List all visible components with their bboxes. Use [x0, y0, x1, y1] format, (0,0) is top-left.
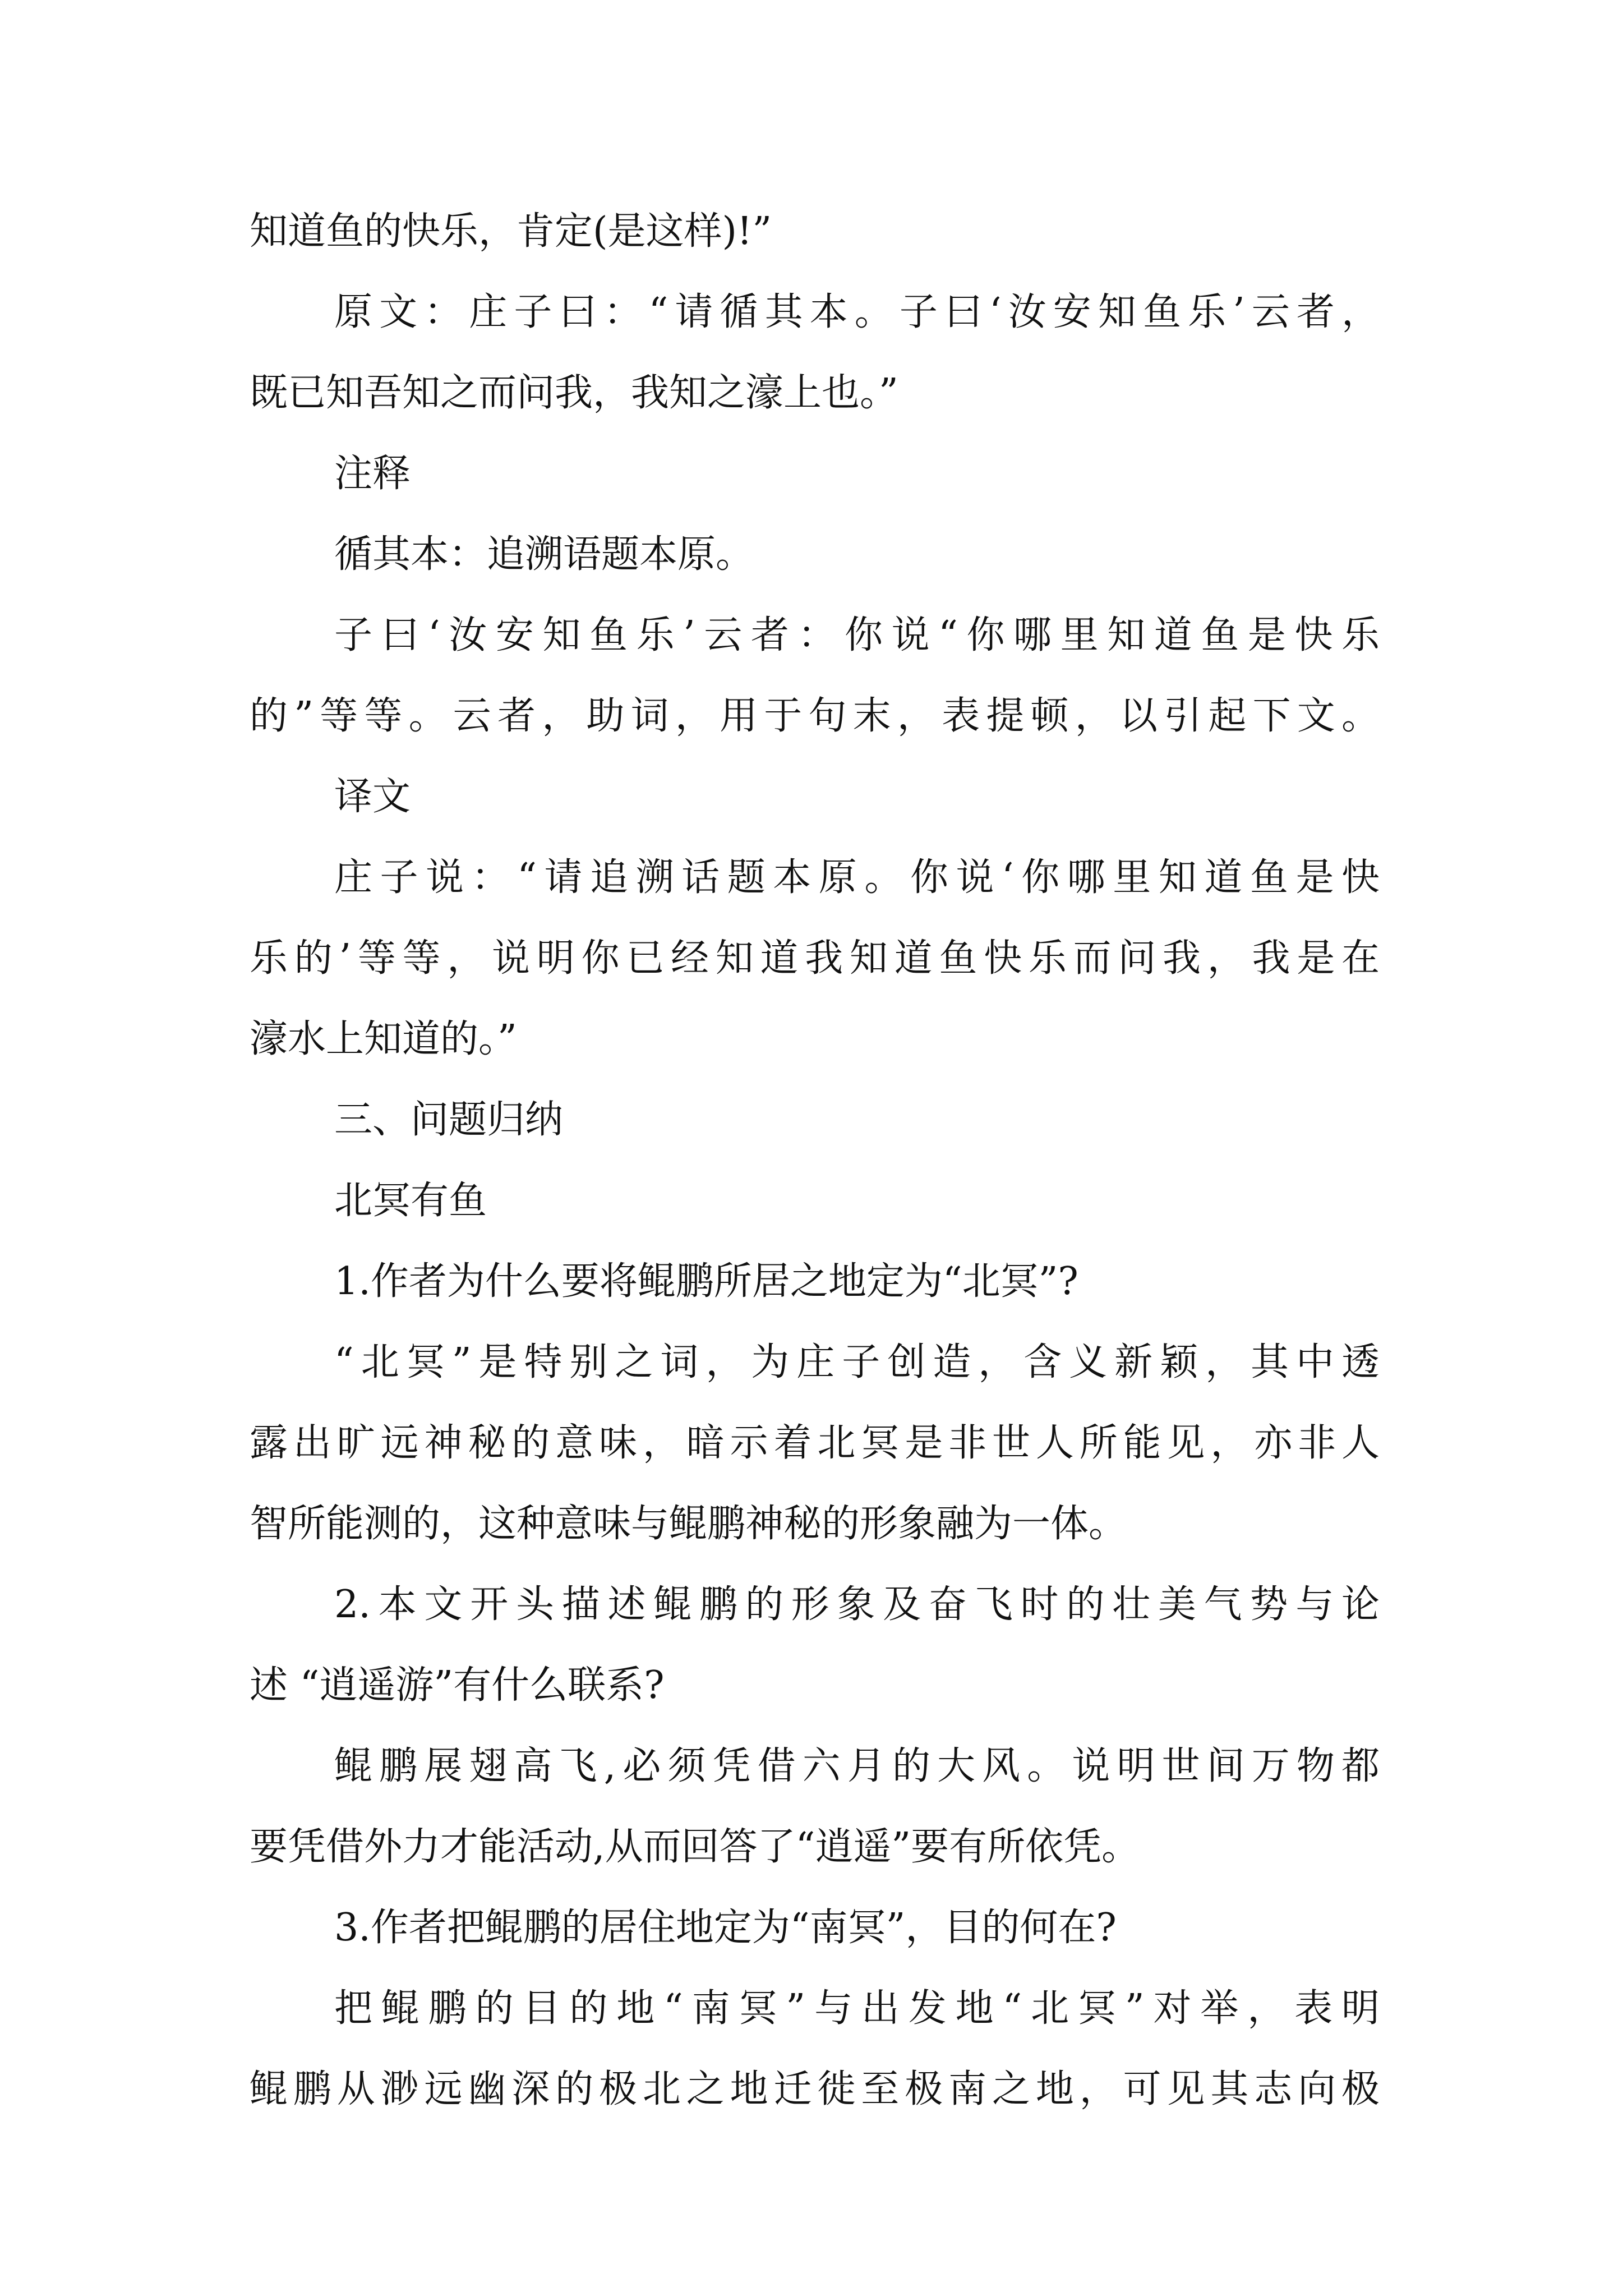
text-line: 庄子说：“请追溯话题本原。你说‘你哪里知道鱼是快 [334, 855, 1380, 900]
section-heading: 注释 [334, 452, 411, 496]
text-line: 要凭借外力才能活动,从而回答了“逍遥”要有所依凭。 [250, 1825, 1140, 1869]
text-line: 智所能测的，这种意味与鲲鹏神秘的形象融为一体。 [250, 1502, 1127, 1546]
section-heading: 译文 [334, 775, 411, 819]
text-line: 鲲鹏从渺远幽深的极北之地迁徙至极南之地，可见其志向极 [250, 2067, 1380, 2111]
text-line: 露出旷远神秘的意味，暗示着北冥是非世人所能见，亦非人 [250, 1421, 1380, 1465]
section-heading: 北冥有鱼 [334, 1179, 487, 1223]
text-line: 循其本：追溯语题本原。 [334, 532, 754, 577]
question-line: 3.作者把鲲鹏的居住地定为“南冥”，目的何在? [334, 1906, 1117, 1950]
question-line: 2.本文开头描述鲲鹏的形象及奋飞时的壮美气势与论 [334, 1582, 1380, 1627]
question-line: 述 “逍遥游”有什么联系? [250, 1663, 665, 1708]
text-line: 濠水上知道的。” [250, 1017, 517, 1061]
section-heading: 三、问题归纳 [334, 1098, 564, 1142]
text-line: 鲲鹏展翅高飞,必须凭借六月的大风。说明世间万物都 [334, 1744, 1380, 1788]
text-line: 知道鱼的快乐，肯定(是这样)!” [250, 209, 772, 254]
question-line: 1.作者为什么要将鲲鹏所居之地定为“北冥”? [334, 1259, 1078, 1304]
text-line: 乐的’等等，说明你已经知道我知道鱼快乐而问我，我是在 [250, 936, 1380, 981]
text-line: 把鲲鹏的目的地“南冥”与出发地“北冥”对举，表明 [334, 1986, 1380, 2031]
text-line: 既已知吾知之而问我，我知之濠上也。” [250, 371, 898, 415]
text-line: “北冥”是特别之词，为庄子创造，含义新颖，其中透 [334, 1340, 1380, 1384]
text-line: 的”等等。云者，助词，用于句末，表提顿，以引起下文。 [250, 694, 1380, 738]
text-line: 原文：庄子曰：“请循其本。子曰‘汝安知鱼乐’云者， [334, 290, 1380, 334]
text-line: 子曰‘汝安知鱼乐’云者：你说“你哪里知道鱼是快乐 [334, 613, 1380, 657]
